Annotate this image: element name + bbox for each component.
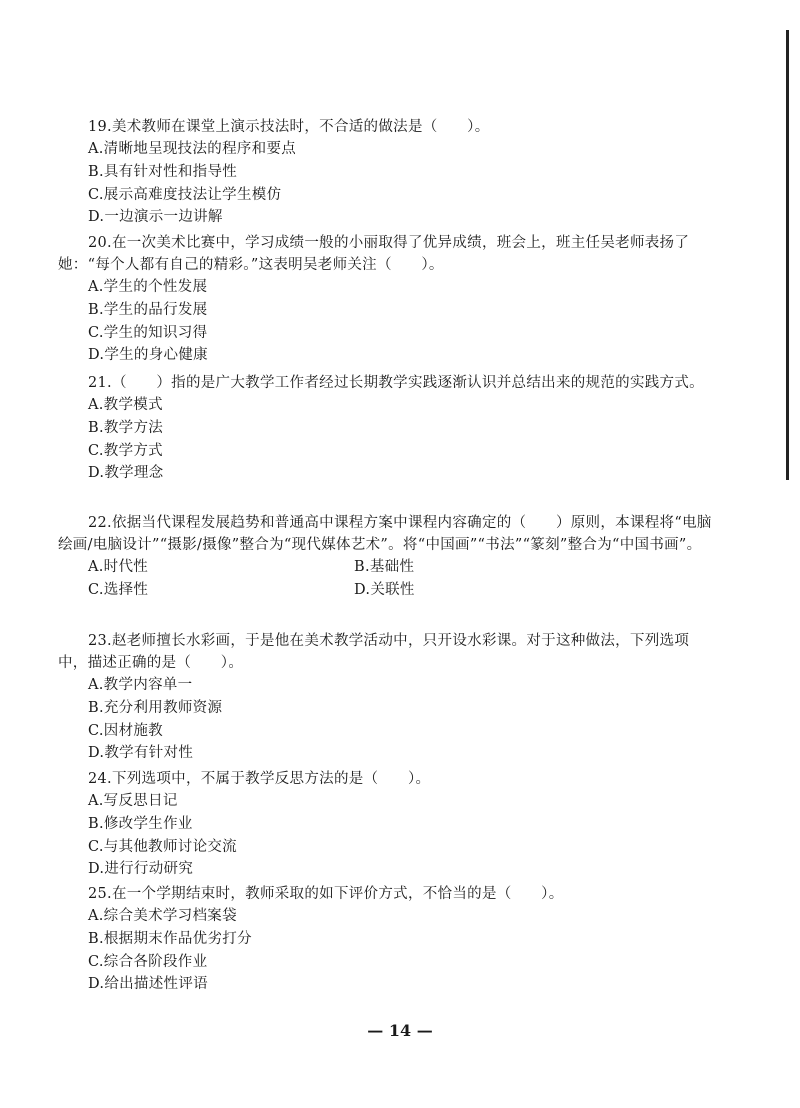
question-stem: 25.在一个学期结束时，教师采取的如下评价方式，不恰当的是（ ）。 xyxy=(88,886,564,902)
option-d: D.学生的身心健康 xyxy=(88,347,208,364)
option-b: B.基础性 xyxy=(354,559,415,575)
option-b: B.充分利用教师资源 xyxy=(88,699,223,716)
option-d: D.关联性 xyxy=(354,581,415,598)
question-20 xyxy=(58,232,718,367)
option-d: D.一边演示一边讲解 xyxy=(88,209,223,226)
page-number: — 14 — xyxy=(367,1021,433,1040)
option-a: A.综合美术学习档案袋 xyxy=(88,908,237,924)
option-c: C.教学方式 xyxy=(88,442,163,459)
option-c: C.展示高难度技法让学生模仿 xyxy=(88,186,282,203)
option-d: D.进行行动研究 xyxy=(88,861,194,878)
option-a: A.写反思日记 xyxy=(88,793,178,809)
question-stem: 21.（ ）指的是广大教学工作者经过长期教学实践逐渐认识并总结出来的规范的实践方式。 xyxy=(88,375,704,391)
option-c: C.综合各阶段作业 xyxy=(88,953,208,970)
option-b: B.具有针对性和指导性 xyxy=(88,163,238,180)
question-stem: 22.依据当代课程发展趋势和普通高中课程方案中课程内容确定的（ ）原则，本课程将“电脑绘画/电脑设计”“摄影/摄像”整合为“现代媒体艺术”。将“中国画”“书法”“篆刻”整合为“中国书画”。 xyxy=(58,515,712,553)
option-c: C.选择性 xyxy=(88,581,149,598)
option-d: D.教学理念 xyxy=(88,465,164,482)
question-24 xyxy=(58,768,718,881)
option-c: C.学生的知识习得 xyxy=(88,324,208,341)
option-a: A.时代性 xyxy=(88,559,149,575)
question-23 xyxy=(58,630,718,765)
option-a: A.学生的个性发展 xyxy=(88,279,208,295)
question-21 xyxy=(58,372,718,485)
option-b: B.教学方法 xyxy=(88,419,164,436)
question-stem: 24.下列选项中，不属于教学反思方法的是（ ）。 xyxy=(88,771,431,787)
option-b: B.学生的品行发展 xyxy=(88,301,208,318)
question-stem: 19.美术教师在课堂上演示技法时，不合适的做法是（ ）。 xyxy=(88,119,490,135)
question-stem: 20.在一次美术比赛中，学习成绩一般的小丽取得了优异成绩，班会上，班主任吴老师表扬了她：“每个人都有自己的精彩。”这表明吴老师关注（ ）。 xyxy=(58,235,690,273)
question-22 xyxy=(58,512,718,602)
option-c: C.因材施教 xyxy=(88,722,163,739)
question-stem: 23.赵老师擅长水彩画，于是他在美术教学活动中，只开设水彩课。对于这种做法，下列选项中，描述正确的是（ ）。 xyxy=(58,633,690,671)
options-grid xyxy=(58,556,718,602)
question-25 xyxy=(58,883,718,996)
option-c: C.与其他教师讨论交流 xyxy=(88,838,237,855)
option-b: B.修改学生作业 xyxy=(88,815,193,832)
option-b: B.根据期末作品优劣打分 xyxy=(88,930,252,947)
option-a: A.清晰地呈现技法的程序和要点 xyxy=(88,141,297,157)
option-d: D.给出描述性评语 xyxy=(88,976,208,993)
option-a: A.教学模式 xyxy=(88,397,163,413)
option-d: D.教学有针对性 xyxy=(88,745,194,762)
option-a: A.教学内容单一 xyxy=(88,677,193,693)
question-19 xyxy=(58,116,718,229)
